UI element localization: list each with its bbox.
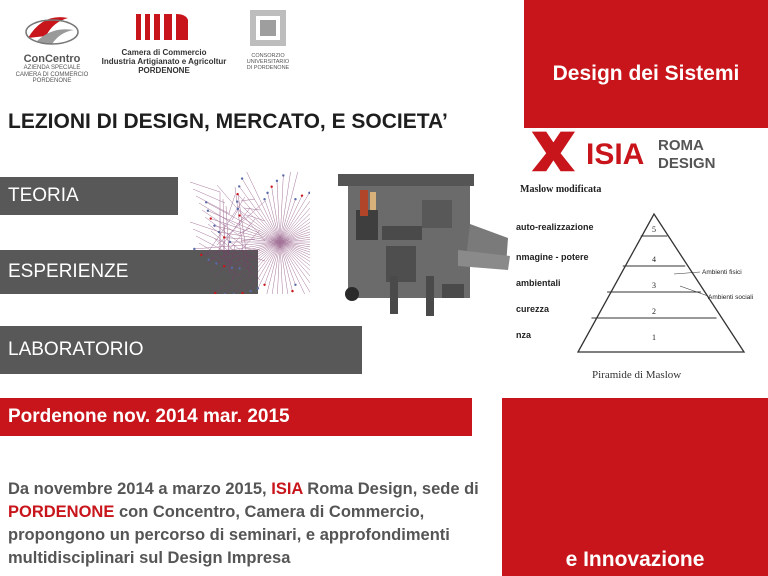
maslow-caption: Piramide di Maslow [592, 369, 682, 381]
maslow-level-number: 5 [652, 225, 656, 234]
concentro-logo [8, 8, 96, 88]
concentro-swirl-icon [8, 8, 96, 48]
consorzio-line-1: CONSORZIO [251, 53, 285, 59]
maslow-title: Maslow modificata [520, 184, 602, 195]
maslow-diagram [512, 178, 762, 388]
page-title: LEZIONI DI DESIGN, MERCATO, E SOCIETA’ [8, 110, 448, 133]
graph-node [210, 217, 212, 219]
description-part-3: con Concentro, Camera di Commercio, propongono un percorso di seminari, e approfondimenti multidisciplinari sul Design Impresa [8, 503, 450, 567]
graph-node [238, 185, 240, 187]
graph-node [263, 198, 265, 200]
graph-node [236, 200, 238, 202]
maslow-level-label: curezza [516, 304, 550, 314]
isia-word-roma: ROMA [658, 137, 704, 154]
camera-line-3: PORDENONE [138, 65, 190, 75]
graph-node [213, 225, 215, 227]
isia-chevron-icon [530, 128, 750, 178]
concentro-name: ConCentro [23, 53, 81, 65]
tagline-bottom: e Innovazione [565, 548, 705, 571]
maslow-note-fisici: Ambienti fisici [702, 269, 742, 276]
section-laboratorio: LABORATORIO [0, 326, 362, 374]
graph-node [308, 192, 310, 194]
graph-node [294, 284, 296, 286]
maslow-level-label: ambientali [516, 278, 561, 288]
network-graph-image [180, 172, 310, 294]
consorzio-line-2: UNIVERSITARIO [246, 59, 290, 66]
isia-word-design: DESIGN [658, 155, 716, 172]
graph-node [207, 259, 209, 261]
graph-node [241, 177, 243, 179]
maslow-level-number: 2 [652, 307, 656, 316]
graph-node [276, 180, 278, 182]
maslow-level-label: nza [516, 330, 532, 340]
graph-node [238, 214, 240, 216]
period-banner: Pordenone nov. 2014 mar. 2015 [0, 398, 472, 436]
graph-node [237, 208, 239, 210]
graph-node [229, 241, 231, 243]
furniture-sculpture-image [330, 166, 526, 326]
graph-node [263, 284, 265, 286]
consorzio-line-3: DI PORDENONE [246, 65, 290, 72]
furniture-sculpture-illustration [330, 166, 526, 326]
camera-line-1: Camera di Commercio [121, 48, 207, 57]
section-esperienze: ESPERIENZE [0, 250, 258, 294]
maslow-pyramid [512, 178, 762, 388]
tagline-top: Design dei Sistemi [552, 62, 740, 85]
graph-node [291, 290, 293, 292]
graph-node [301, 194, 303, 196]
graph-node [294, 198, 296, 200]
consorzio-logo [240, 8, 296, 78]
concentro-sub-1: AZIENDA SPECIALE [23, 65, 81, 72]
camera-line-2: Industria Artigianato e Agricoltur [101, 56, 227, 66]
description-part-2: Roma Design, sede di [302, 480, 479, 498]
description-part-1: Da novembre 2014 a marzo 2015, [8, 480, 272, 498]
graph-node [231, 267, 233, 269]
graph-node [257, 287, 259, 289]
consorzio-mark-icon [240, 8, 296, 48]
graph-node [236, 193, 238, 195]
isia-mark: ISIA [586, 138, 645, 171]
graph-node [207, 210, 209, 212]
graph-node [249, 290, 251, 292]
description-city: PORDENONE [8, 503, 115, 521]
camera-pillars-icon [90, 10, 238, 44]
maslow-level-number: 3 [652, 281, 656, 290]
description-text [8, 478, 498, 570]
graph-node [193, 248, 195, 250]
description-isia: ISIA [271, 480, 303, 498]
maslow-level-label: nmagine - potere [516, 252, 589, 262]
concentro-sub-3: PORDENONE [32, 78, 72, 85]
maslow-note-sociali: Ambienti sociali [708, 294, 754, 301]
maslow-level-number: 1 [652, 333, 656, 342]
network-graph-illustration [180, 172, 310, 294]
graph-node [200, 254, 202, 256]
graph-node [215, 262, 217, 264]
graph-node [223, 265, 225, 267]
graph-node [223, 236, 225, 238]
concentro-sub-2: CAMERA DI COMMERCIO [15, 71, 89, 78]
graph-node [282, 174, 284, 176]
isia-logo [530, 128, 750, 178]
section-teoria: TEORIA [0, 177, 178, 215]
graph-node [266, 192, 268, 194]
graph-node [270, 186, 272, 188]
graph-node [205, 201, 207, 203]
maslow-level-number: 4 [652, 255, 656, 264]
maslow-level-label: auto-realizzazione [516, 222, 594, 232]
graph-node [218, 231, 220, 233]
graph-node [238, 267, 240, 269]
camera-commercio-logo [90, 10, 238, 80]
